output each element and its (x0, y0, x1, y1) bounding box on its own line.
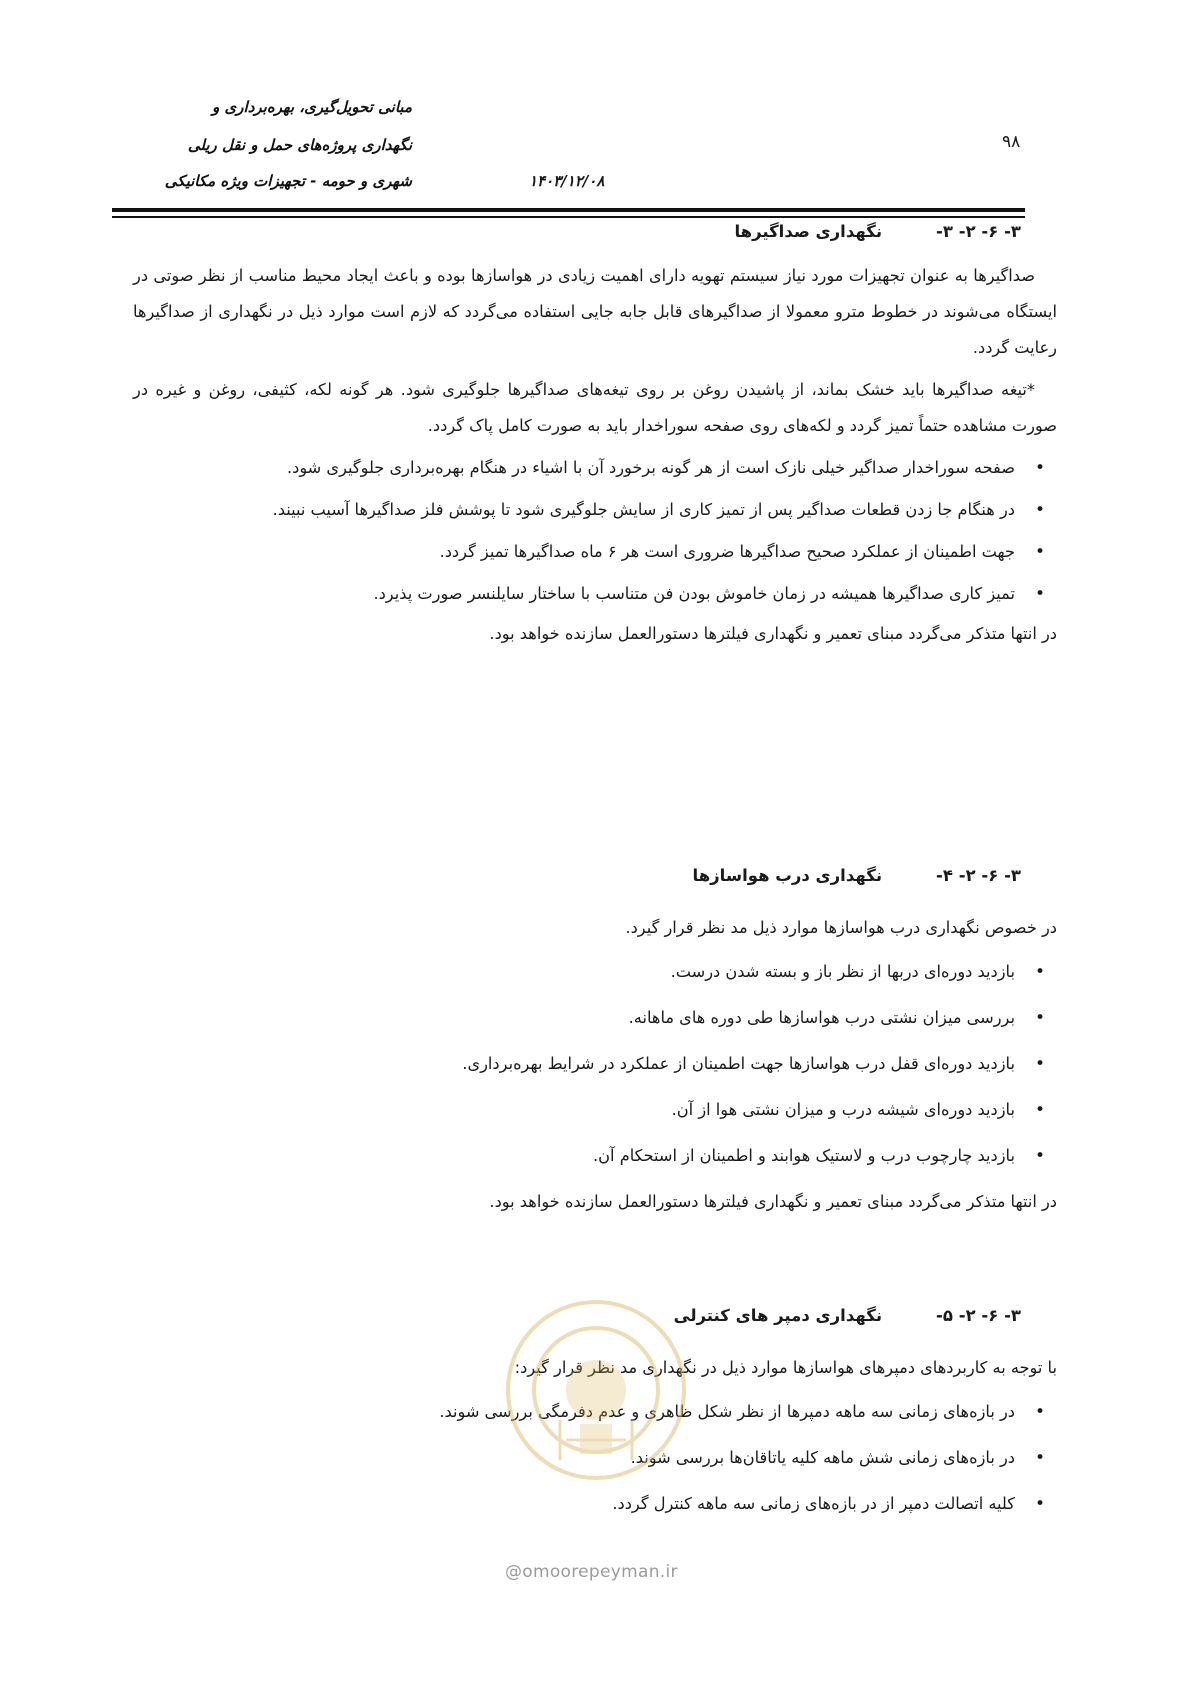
list-item: • کلیه اتصالت دمپر از در بازه‌های زمانی سه ماهه کنترل گردد. (133, 1486, 1057, 1522)
header-title-line-1: مبانی تحویل‌گیری، بهره‌برداری و (212, 98, 412, 116)
section-3-title: نگهداری دمپر های کنترلی (673, 1306, 883, 1325)
list-item: • جهت اطمینان از عملکرد صحیح صداگیرها ضروری است هر ۶ ماه صداگیرها تمیز گردد. (133, 534, 1057, 570)
list-item: • بازدید دوره‌ای دربها از نظر باز و بسته شدن درست. (133, 954, 1057, 990)
section-3-number: ۳- ۶- ۲- ۵- (936, 1306, 1021, 1325)
list-item: • تمیز کاری صداگیرها همیشه در زمان خاموش بودن فن متناسب با ساختار سایلنسر صورت پذیرد. (133, 576, 1057, 612)
section-2-bullet-list (133, 954, 1057, 1174)
watermark-url: @omoorepeyman.ir (505, 1562, 678, 1582)
section-2-intro: در خصوص نگهداری درب هواسازها موارد ذیل مد نظر قرار گیرد. (625, 918, 1057, 937)
list-item: • بازدید دوره‌ای قفل درب هواسازها جهت اطمینان از عملکرد در شرایط بهره‌برداری. (133, 1046, 1057, 1082)
header-date: ۱۴۰۳/۱۲/۰۸ (529, 172, 605, 190)
section-3-intro: با توجه به کاربردهای دمپرهای هواسازها موارد ذیل در نگهداری مد نظر قرار گیرد: (514, 1358, 1057, 1377)
section-2-closing: در انتها متذکر می‌گردد مبنای تعمیر و نگهداری فیلترها دستورالعمل سازنده خواهد بود. (489, 1192, 1057, 1211)
section-2-body (133, 910, 1057, 1220)
page-number: ۹۸ (1002, 132, 1021, 152)
section-1-body (133, 258, 1057, 652)
list-item: • در بازه‌های زمانی سه ماهه دمپرها از نظر شکل ظاهری و عدم دفرمگی بررسی شوند. (133, 1394, 1057, 1430)
section-1-heading (734, 222, 1021, 241)
list-item: • در بازه‌های زمانی شش ماهه کلیه یاتاقان‌ها بررسی شوند. (133, 1440, 1057, 1476)
watermark-seal-icon (496, 1290, 696, 1490)
section-1-paragraph-2: *تیغه صداگیرها باید خشک بماند، از پاشیدن روغن بر روی تیغه‌های صداگیرها جلوگیری شود. هر گونه لکه، کثیفی، روغن و غیره در صورت مشاهده حتماً تمیز گردد و لکه‌های روی صفحه سوراخدار باید به صورت کامل پاک گردد. (133, 380, 1057, 435)
section-1-bullet-list (133, 450, 1057, 612)
header-rule-thick (112, 208, 1025, 212)
section-2-heading (693, 866, 1021, 885)
header-title-line-3: شهری و حومه - تجهیزات ویژه مکانیکی (164, 172, 412, 190)
section-1-title: نگهداری صداگیرها (734, 222, 883, 241)
header-rule-thin (112, 216, 1025, 218)
section-2-title: نگهداری درب هواسازها (692, 866, 883, 885)
list-item: • بررسی میزان نشتی درب هواسازها طی دوره های ماهانه. (133, 1000, 1057, 1036)
list-item: • در هنگام جا زدن قطعات صداگیر پس از تمیز کاری از سایش جلوگیری شود تا پوشش فلز صداگیرها آسیب نبیند. (133, 492, 1057, 528)
section-1-number: ۳- ۶- ۲- ۳- (936, 222, 1021, 241)
header-title-line-2: نگهداری پروژه‌های حمل و نقل ریلی (187, 136, 412, 154)
list-item: • بازدید چارچوب درب و لاستیک هوابند و اطمینان از استحکام آن. (133, 1138, 1057, 1174)
section-1-closing: در انتها متذکر می‌گردد مبنای تعمیر و نگهداری فیلترها دستورالعمل سازنده خواهد بود. (489, 624, 1057, 643)
list-item: • صفحه سوراخدار صداگیر خیلی نازک است از هر گونه برخورد آن با اشیاء در هنگام بهره‌برداری جلوگیری شود. (133, 450, 1057, 486)
section-2-number: ۳- ۶- ۲- ۴- (936, 866, 1021, 885)
list-item: • بازدید دوره‌ای شیشه درب و میزان نشتی هوا از آن. (133, 1092, 1057, 1128)
section-3-heading (674, 1306, 1021, 1325)
section-1-paragraph-1: صداگیرها به عنوان تجهیزات مورد نیاز سیستم تهویه دارای اهمیت زیادی در هواسازها بوده و باعث ایجاد محیط مناسب از نظر صوتی در ایستگاه می‌شوند در خطوط مترو معمولا از صداگیرهای قابل جابه جایی استفاده می‌گردد که لازم است موارد ذیل در نگهداری از صداگیرها رعایت گردد. (133, 266, 1057, 357)
